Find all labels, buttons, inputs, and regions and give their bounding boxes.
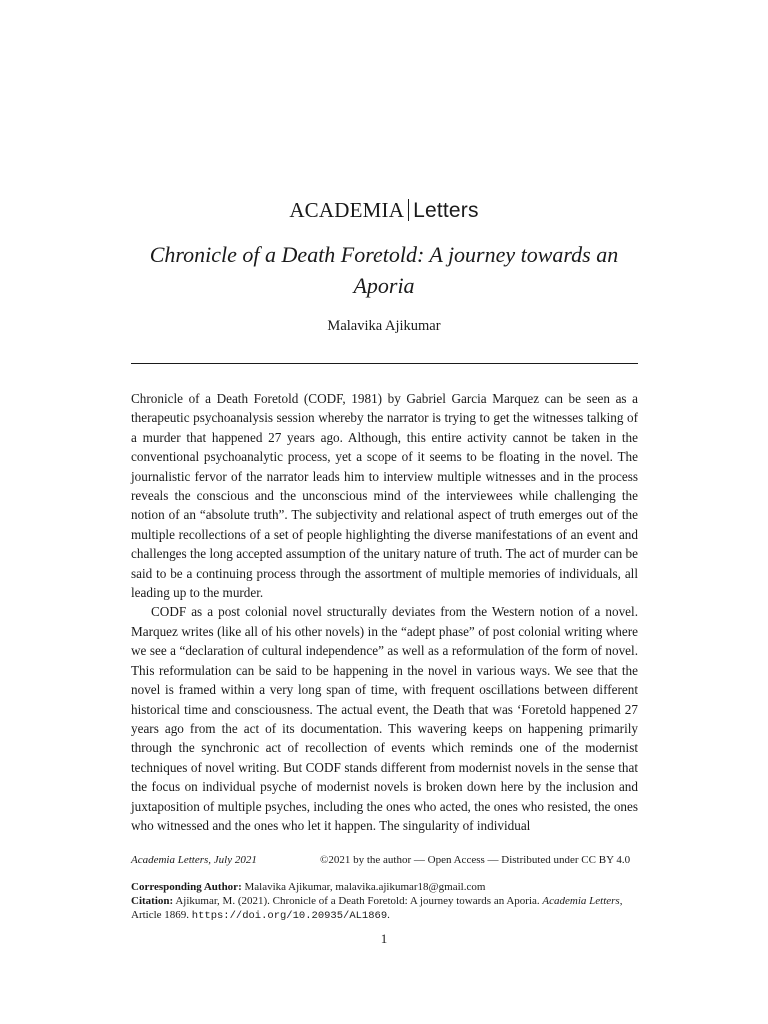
citation-text: Ajikumar, M. (2021). Chronicle of a Death Foretold: A journey towards an Aporia. — [175, 895, 540, 907]
corresponding-label: Corresponding Author: — [131, 881, 242, 893]
citation: Citation: Ajikumar, M. (2021). Chronicle of a Death Foretold: A journey towards an Aporia. Academia Letters, Article 1869. https://doi.org/10.20935/AL1869. — [131, 895, 623, 922]
body-paragraph-2: CODF as a post colonial novel structurally deviates from the Western notion of a novel. Marquez writes (like all of his other novels) in the “adept phase” of post colonial writing where we see a “declaration of cultural independence” as well as a reformulation of the form of novel. This reformulation can be said to be happening in the novel in various ways. We see that the novel is framed within a very long span of time, with frequent oscillations between different historical time and consciousness. The actual event, the Death that was ‘Foretold happened 27 years ago from the act of its documentation. This wavering keeps on happening primarily through the synchronic act of recollection of events which reminds one of the modernist techniques of novel writing. But CODF stands different from modernist novels in the sense that the focus on individual psyche of modernist novels is broken down here by the inclusion and juxtaposition of multiple psyches, including the ones who acted, the ones who resisted, the ones who witnessed and the ones who let it happen. The singularity of individual — [131, 604, 638, 833]
article-title: Chronicle of a Death Foretold: A journey towards an Aporia — [149, 242, 619, 298]
citation-journal: Academia Letters — [542, 895, 620, 907]
masthead-divider — [408, 199, 409, 221]
page-number: 1 — [380, 931, 388, 946]
journal-brand: ACADEMIA — [289, 198, 405, 222]
citation-label: Citation: — [131, 895, 174, 907]
footer-line — [131, 854, 638, 872]
header-rule — [131, 363, 638, 364]
citation-article: , Article 1869. — [131, 895, 623, 921]
body-paragraph-1: Chronicle of a Death Foretold (CODF, 1981) by Gabriel Garcia Marquez can be seen as a therapeutic psychoanalysis session whereby the narrator is trying to get the witnesses talking of a murder that happened 27 years ago. Although, this entire activity cannot be taken in the conventional psychoanalytic process, yet a scope of it seems to be floating in the novel. The journalistic fervor of the narrator leads him to interview multiple witnesses and in the process reveals the conscious and the unconscious mind of the interviewees while challenging the notion of an “absolute truth”. The subjectivity and relational aspect of truth emerges out of the multiple recollections of a set of people highlighting the diverse manifestations of an event and challenges the long accepted assumption of the unitary nature of truth. The act of murder can be said to be a continuing process through the assortment of multiple memories of individuals, all leading up to the murder. — [131, 391, 638, 601]
citation-doi-link[interactable]: https://doi.org/10.20935/AL1869 — [191, 910, 388, 922]
article-author: Malavika Ajikumar — [327, 318, 441, 334]
journal-masthead — [0, 198, 768, 223]
article-meta — [131, 880, 638, 923]
footer-venue: Academia Letters, July 2021 — [131, 854, 257, 866]
corresponding-value: Malavika Ajikumar, malavika.ajikumar18@gmail.com — [244, 881, 486, 893]
footer-license: ©2021 by the author — Open Access — Distributed under CC BY 4.0 — [320, 854, 631, 866]
corresponding-author — [131, 880, 638, 894]
journal-section: Letters — [413, 199, 479, 222]
article-body — [131, 389, 638, 835]
